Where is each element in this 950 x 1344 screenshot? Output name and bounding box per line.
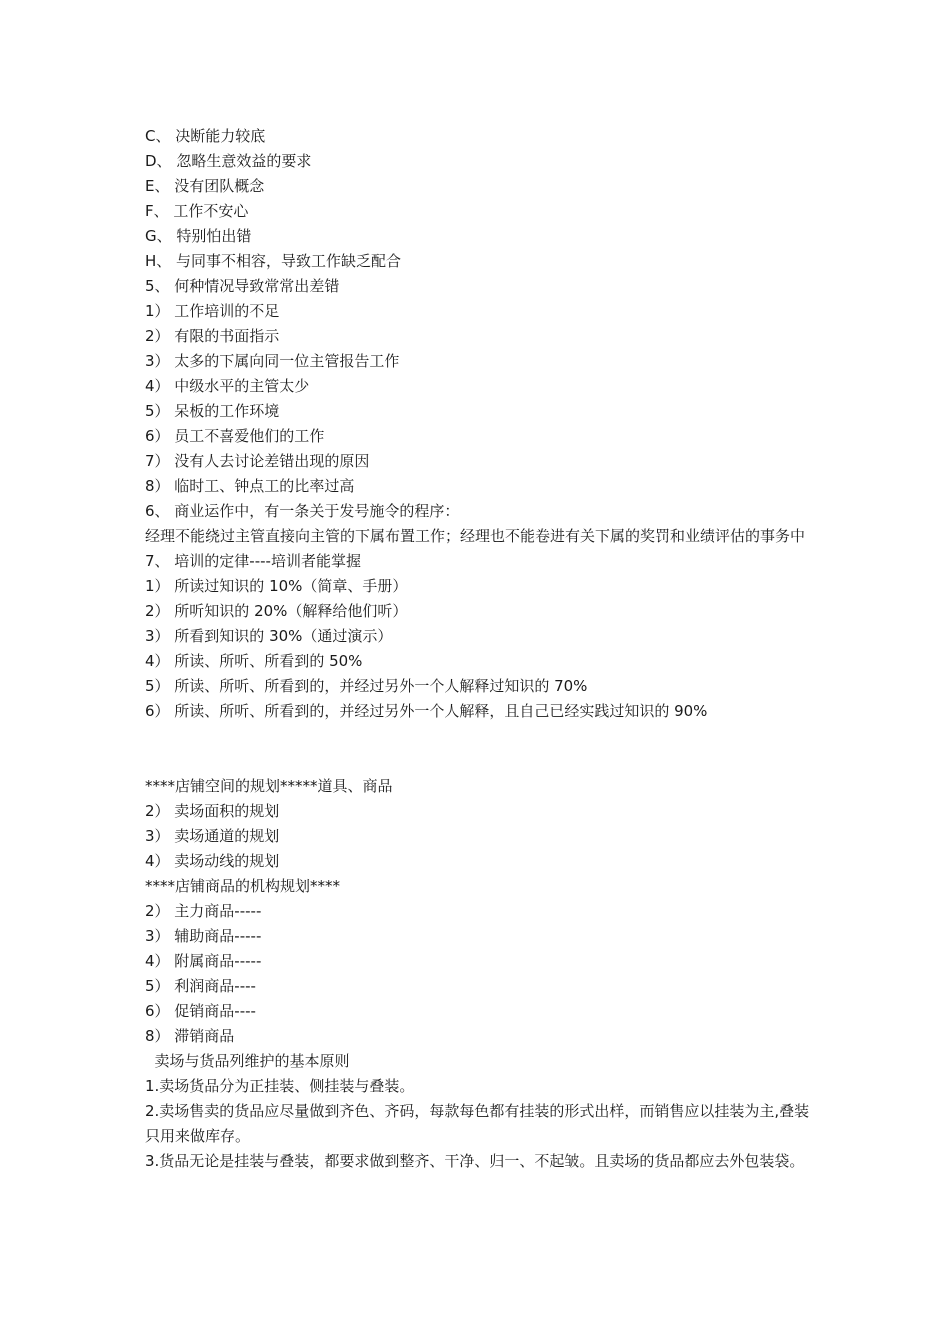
text-line: G、 特别怕出错: [145, 227, 252, 245]
text-line: 6） 促销商品----: [145, 1002, 256, 1020]
text-line: 5） 呆板的工作环境: [145, 402, 280, 420]
text-line: 6、 商业运作中，有一条关于发号施令的程序：: [145, 502, 460, 520]
text-line: 2） 有限的书面指示: [145, 327, 280, 345]
text-line: H、 与同事不相容，导致工作缺乏配合: [145, 252, 402, 270]
text-line: ****店铺商品的机构规划****: [145, 877, 341, 895]
text-line: 3） 卖场通道的规划: [145, 827, 280, 845]
text-line: 3） 太多的下属向同一位主管报告工作: [145, 352, 400, 370]
blank-space: [145, 724, 815, 774]
text-line: 卖场与货品列维护的基本原则: [145, 1052, 350, 1070]
text-line: 3） 所看到知识的 30%（通过演示）: [145, 627, 393, 645]
text-line: 3） 辅助商品-----: [145, 927, 262, 945]
text-line: 2） 主力商品-----: [145, 902, 262, 920]
text-line: 5、 何种情况导致常常出差错: [145, 277, 340, 295]
text-line: F、 工作不安心: [145, 202, 249, 220]
text-line: 1） 所读过知识的 10%（简章、手册）: [145, 577, 408, 595]
text-line: ****店铺空间的规划*****道具、商品: [145, 777, 393, 795]
text-line: D、 忽略生意效益的要求: [145, 152, 312, 170]
text-line: 5） 利润商品----: [145, 977, 256, 995]
text-line: 4） 附属商品-----: [145, 952, 262, 970]
text-block-1: [145, 124, 815, 724]
text-line: 经理不能绕过主管直接向主管的下属布置工作；经理也不能卷进有关下属的奖罚和业绩评估的事务中: [145, 527, 806, 545]
text-line: 2） 所听知识的 20%（解释给他们听）: [145, 602, 408, 620]
text-line: 7） 没有人去讨论差错出现的原因: [145, 452, 370, 470]
text-line: 8） 临时工、钟点工的比率过高: [145, 477, 355, 495]
text-line: 1） 工作培训的不足: [145, 302, 280, 320]
text-line: 7、 培训的定律----培训者能掌握: [145, 552, 361, 570]
text-line: 4） 所读、所听、所看到的 50%: [145, 652, 363, 670]
text-block-2: [145, 774, 815, 1174]
text-line: 1.卖场货品分为正挂装、侧挂装与叠装。: [145, 1077, 415, 1095]
text-line: C、 决断能力较底: [145, 127, 266, 145]
text-line: E、 没有团队概念: [145, 177, 265, 195]
text-line: 2.卖场售卖的货品应尽量做到齐色、齐码，每款每色都有挂装的形式出样，而销售应以挂装为主,叠装只用来做库存。: [145, 1102, 810, 1145]
text-line: 8） 滞销商品: [145, 1027, 235, 1045]
text-line: 6） 员工不喜爱他们的工作: [145, 427, 325, 445]
text-line: 6） 所读、所听、所看到的，并经过另外一个人解释，且自己已经实践过知识的 90%: [145, 702, 708, 720]
document-body: [145, 124, 815, 1174]
text-line: 4） 中级水平的主管太少: [145, 377, 310, 395]
text-line: 4） 卖场动线的规划: [145, 852, 280, 870]
text-line: 5） 所读、所听、所看到的，并经过另外一个人解释过知识的 70%: [145, 677, 588, 695]
text-line: 2） 卖场面积的规划: [145, 802, 280, 820]
text-line: 3.货品无论是挂装与叠装，都要求做到整齐、干净、归一、不起皱。且卖场的货品都应去外包装袋。: [145, 1152, 805, 1170]
